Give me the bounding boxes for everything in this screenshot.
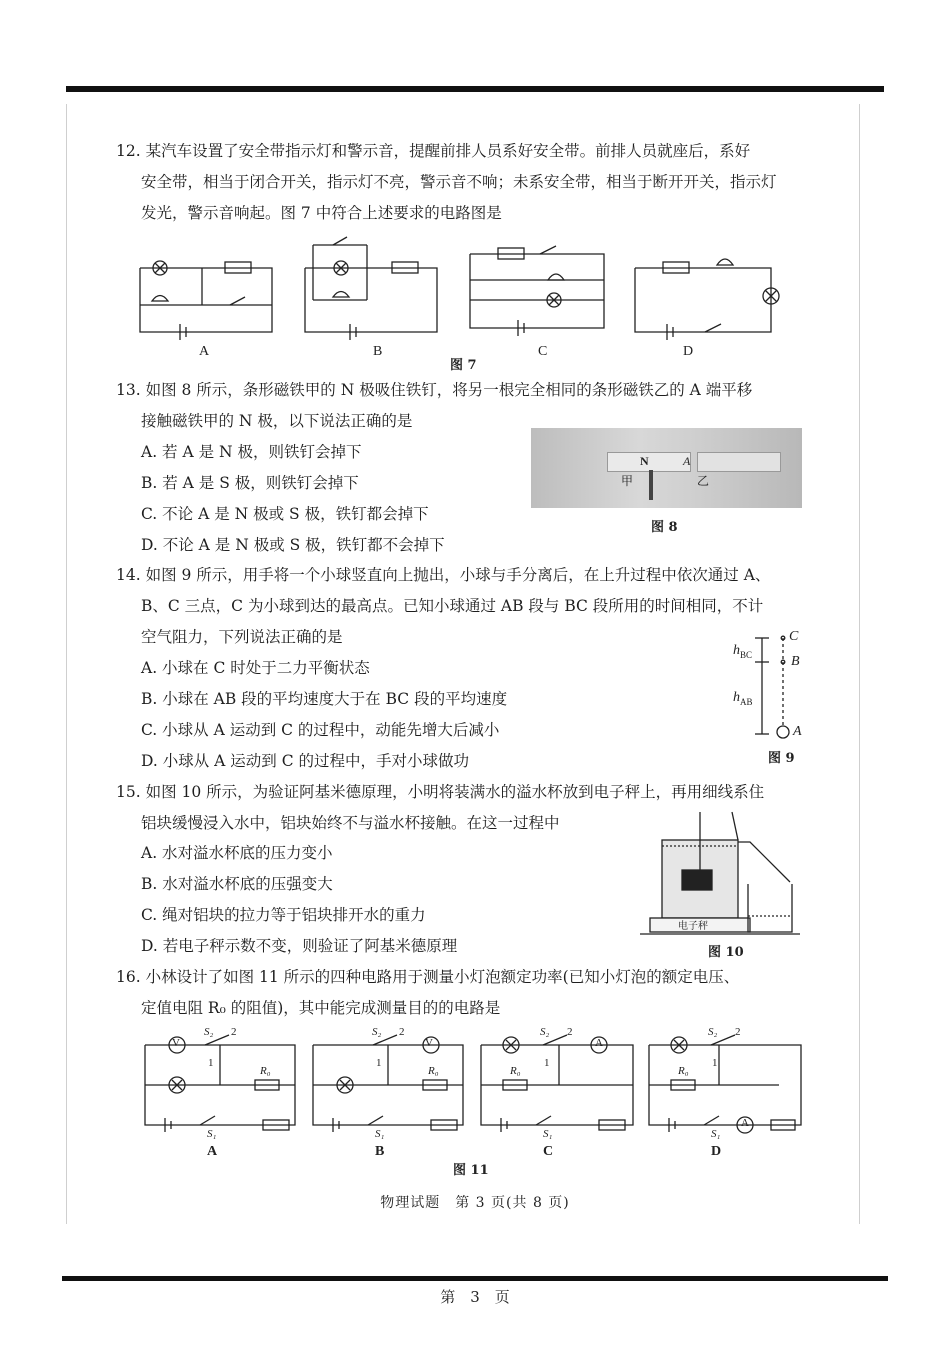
q14-choice-d: D. 小球从 A 运动到 C 的过程中，手对小球做功	[141, 752, 469, 770]
photo-label-yi: 乙	[697, 474, 710, 488]
label-r0-d: R₀	[678, 1065, 689, 1077]
q16-line-2: 定值电阻 R₀ 的阻值)，其中能完成测量目的的电路是	[141, 999, 501, 1017]
q12-option-d: D	[683, 344, 694, 359]
q16-option-b: B	[375, 1144, 385, 1159]
q16-option-c: C	[543, 1144, 554, 1159]
label-s2-c: S₂	[540, 1026, 550, 1038]
label-s1-c: S₁	[543, 1128, 553, 1140]
label-r0-c: R₀	[510, 1065, 521, 1077]
magnet-jia	[607, 452, 691, 472]
label-s2-d: S₂	[708, 1026, 718, 1038]
meter-a-c: A	[595, 1037, 603, 1049]
figure-9-caption: 图 9	[768, 751, 795, 766]
label-r0-b: R₀	[428, 1065, 439, 1077]
label-one-b: 1	[376, 1057, 382, 1069]
circuit-11b	[313, 1035, 463, 1132]
q12-option-c: C	[538, 344, 548, 359]
label-s2-b: S₂	[372, 1026, 382, 1038]
fig9-label-hab	[733, 690, 753, 707]
q14-choice-a: A. 小球在 C 时处于二力平衡状态	[141, 659, 370, 677]
photo-label-n: N	[640, 454, 649, 468]
circuit-11c	[481, 1035, 633, 1132]
label-s1-b: S₁	[375, 1128, 385, 1140]
circuit-11a	[145, 1035, 295, 1132]
q16-option-a: A	[207, 1144, 218, 1159]
label-s1-d: S₁	[711, 1128, 721, 1140]
figure-11-caption: 图 11	[453, 1163, 489, 1178]
q12-line-2: 安全带，相当于闭合开关，指示灯不亮，警示音不响；未系安全带，相当于断开开关，指示灯	[141, 173, 777, 191]
iron-nail	[649, 470, 653, 500]
meter-a-d: A	[741, 1117, 749, 1129]
q14-choice-b: B. 小球在 AB 段的平均速度大于在 BC 段的平均速度	[141, 690, 508, 708]
q15-choice-a: A. 水对溢水杯底的压力变小	[141, 844, 333, 862]
q16-line-1: 16. 小林设计了如图 11 所示的四种电路用于测量小灯泡额定功率(已知小灯泡的额定电压、	[116, 968, 740, 986]
exam-page-footer: 物理试题 第 3 页(共 8 页)	[380, 1195, 570, 1211]
figure-8-photo	[531, 428, 802, 508]
label-two-c: 2	[567, 1026, 573, 1038]
figure-7-circuits	[130, 240, 820, 350]
circuit-7b	[305, 237, 437, 340]
top-rule	[66, 86, 884, 92]
label-r0-a: R₀	[260, 1065, 271, 1077]
q15-choice-d: D. 若电子秤示数不变，则验证了阿基米德原理	[141, 937, 458, 955]
label-two-d: 2	[735, 1026, 741, 1038]
q15-line-1: 15. 如图 10 所示，为验证阿基米德原理，小明将装满水的溢水杯放到电子秤上，再用细线系住	[116, 783, 765, 801]
photo-label-jia: 甲	[621, 474, 634, 488]
fig9-label-b: B	[791, 654, 800, 669]
q13-choice-b: B. 若 A 是 S 极，则铁钉会掉下	[141, 474, 359, 492]
q12-line-3: 发光，警示音响起。图 7 中符合上述要求的电路图是	[141, 204, 502, 222]
q14-choice-c: C. 小球从 A 运动到 C 的过程中，动能先增大后减小	[141, 721, 500, 739]
q13-choice-c: C. 不论 A 是 N 极或 S 极，铁钉都会掉下	[141, 505, 429, 523]
q15-line-2: 铝块缓慢浸入水中，铝块始终不与溢水杯接触。在这一过程中	[141, 814, 560, 832]
figure-11-circuits	[145, 1030, 810, 1140]
q16-option-d: D	[711, 1144, 722, 1159]
figure-10-caption: 图 10	[708, 945, 744, 960]
fig9-label-hbc	[733, 643, 752, 660]
q13-choice-d: D. 不论 A 是 N 极或 S 极，铁钉都不会掉下	[141, 536, 445, 554]
q12-option-b: B	[373, 344, 383, 359]
meter-v-a: V	[172, 1037, 180, 1049]
bottom-rule	[62, 1276, 888, 1281]
scale-label: 电子秤	[678, 921, 708, 932]
circuit-7d	[635, 259, 779, 340]
photo-label-a: A	[683, 454, 691, 468]
q13-choice-a: A. 若 A 是 N 极，则铁钉会掉下	[141, 443, 362, 461]
figure-10-diagram	[640, 812, 810, 937]
label-one-d: 1	[712, 1057, 718, 1069]
figure-8-caption: 图 8	[651, 520, 678, 535]
q13-line-2: 接触磁铁甲的 N 极，以下说法正确的是	[141, 412, 413, 430]
q15-choice-c: C. 绳对铝块的拉力等于铝块排开水的重力	[141, 906, 426, 924]
q14-line-2: B、C 三点，C 为小球到达的最高点。已知小球通过 AB 段与 BC 段所用的时间相同，不计	[141, 597, 764, 615]
q14-line-1: 14. 如图 9 所示，用手将一个小球竖直向上抛出，小球与手分离后，在上升过程中依次通过 A、	[116, 566, 771, 584]
q12-option-a: A	[199, 344, 210, 359]
magnet-yi	[697, 452, 781, 472]
hbc-sub: BC	[740, 649, 753, 660]
hbc-h: h	[733, 643, 740, 658]
page-number: 第 3 页	[440, 1288, 510, 1306]
circuit-7c	[470, 246, 604, 336]
q13-line-1: 13. 如图 8 所示，条形磁铁甲的 N 极吸住铁钉，将另一根完全相同的条形磁铁乙的 A 端平移	[116, 381, 753, 399]
hab-h: h	[733, 690, 740, 705]
label-s2-a: S₂	[204, 1026, 214, 1038]
circuit-11d	[649, 1035, 801, 1133]
circuit-7a	[140, 261, 272, 340]
q15-choice-b: B. 水对溢水杯底的压强变大	[141, 875, 333, 893]
meter-v-b: V	[425, 1037, 433, 1049]
q14-line-3: 空气阻力，下列说法正确的是	[141, 628, 343, 646]
label-s1-a: S₁	[207, 1128, 217, 1140]
label-one-c: 1	[544, 1057, 550, 1069]
fig9-label-a: A	[793, 724, 802, 739]
label-two-b: 2	[399, 1026, 405, 1038]
fig9-label-c: C	[789, 629, 799, 644]
label-one-a: 1	[208, 1057, 214, 1069]
q12-line-1: 12. 某汽车设置了安全带指示灯和警示音，提醒前排人员系好安全带。前排人员就座后，系好	[116, 142, 751, 160]
hab-sub: AB	[740, 696, 753, 707]
label-two-a: 2	[231, 1026, 237, 1038]
figure-7-caption: 图 7	[450, 358, 477, 373]
